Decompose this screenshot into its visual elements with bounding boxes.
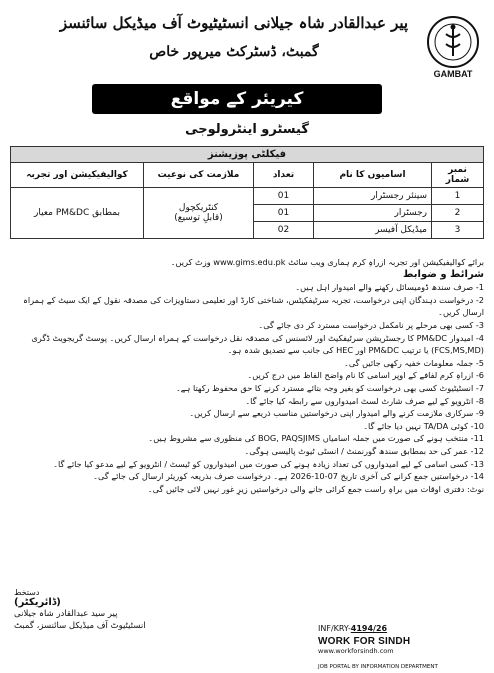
- term-item: 3- کسی بھی مرحلے پر نامکمل درخواست مسترد کر دی جائے گی۔: [258, 319, 484, 330]
- header-nature: ملازمت کی نوعیت: [144, 163, 254, 188]
- signature-block: [14, 588, 174, 632]
- job-nature-sub: (قابلِ توسیع): [174, 213, 223, 223]
- term-item: 1- صرف سندھ ڈومیسائل رکھنے والے امیدوار اہل ہیں۔: [295, 282, 484, 293]
- institution-name: پیر عبدالقادر شاہ جیلانی انسٹیٹیوٹ آف میڈیکل سائنسز: [59, 14, 409, 32]
- row-serial: 1: [432, 188, 484, 205]
- terms-title: شرائط و ضوابط: [403, 268, 484, 280]
- term-item: 14- درخواستیں جمع کرانے کی آخری تاریخ 07-10-2026 ہے۔ درخواست صرف بذریعہ کوریئر ارسال کی جائے گی۔: [93, 471, 484, 482]
- terms-section: [10, 256, 484, 495]
- qualification-cell: بمطابق PM&DC معیار: [11, 188, 144, 239]
- term-item: 10- کوئی TA/DA نہیں دیا جائے گا۔: [363, 420, 484, 431]
- header-count: تعداد: [254, 163, 314, 188]
- header: [10, 8, 484, 86]
- term-item: 7- انسٹیٹیوٹ کسی بھی درخواست کو بغیر وجہ بتائے مسترد کرنے کا حق محفوظ رکھتا ہے۔: [175, 382, 484, 393]
- term-item: 13- کسی اسامی کے لیے امیدواروں کی تعداد زیادہ ہونے کی صورت میں امیدواروں کو ٹیسٹ / انٹرویو کے لیے مدعو کیا جائے گا۔: [53, 458, 484, 469]
- row-count: 02: [254, 222, 314, 239]
- term-note: نوٹ: دفتری اوقات میں براہِ راست جمع کرائی جانے والی درخواستیں زیرِ غور نہیں لائی جائیں گی۔: [147, 483, 484, 494]
- term-item: 11- منتخب ہونے کی صورت میں جملہ اسامیاں BOG, PAQSJIMS کی منظوری سے مشروط ہیں۔: [148, 433, 484, 444]
- term-item: 9- سرکاری ملازمت کرنے والے امیدوار اپنی درخواستیں مناسب ذریعے سے ارسال کریں۔: [189, 408, 484, 419]
- term-item: 12- عمر کی حد بمطابق سندھ گورنمنٹ / انسٹی ٹیوٹ پالیسی ہوگی۔: [244, 445, 484, 456]
- table-row: [11, 188, 484, 205]
- signature-label: دستخط: [14, 588, 40, 597]
- website-note: برائے کوالیفیکیشن اور تجربہ ازراہِ کرم ہماری ویب سائٹ www.gims.edu.pk وزٹ کریں۔: [170, 257, 484, 267]
- careers-banner: کیریئر کے مواقع: [92, 84, 382, 114]
- term-item: 2- درخواست دہندگان اپنی درخواست، تجربہ سرٹیفکیٹس، شناختی کارڈ اور تعلیمی دستاویزات کی مصدقہ نقول کے ایک سیٹ کے ہمراہ ارسال کریں۔: [23, 294, 484, 318]
- term-item: 8- انٹرویو کے لیے صرف شارٹ لسٹ امیدواروں سے رابطہ کیا جائے گا۔: [245, 395, 484, 406]
- row-post-name: میڈیکل آفیسر: [314, 222, 432, 239]
- signatory-title: (ڈائریکٹر): [14, 597, 61, 608]
- table-section-label: فیکلٹی پوزیشنز: [11, 147, 484, 163]
- work-for-sindh-site: www.workforsindh.com: [318, 647, 394, 655]
- institution-location: گمبٹ، ڈسٹرکٹ میرپور خاص: [149, 44, 319, 60]
- row-post-name: رجسٹرار: [314, 205, 432, 222]
- header-post-name: اسامیوں کا نام: [314, 163, 432, 188]
- term-item: 4- امیدوار PM&DC کا رجسٹریشن سرٹیفکیٹ اور لائسنس کی مصدقہ نقل درخواست کے ہمراہ ارسال کریں۔ پوسٹ گریجویٹ ڈگری (FCS,MS,MD) یا ترتیب PM&DC اور HEC کی جانب سے تصدیق شدہ ہو۔: [31, 332, 484, 356]
- row-serial: 3: [432, 222, 484, 239]
- work-for-sindh-logo: [318, 636, 458, 655]
- header-serial: نمبر شمار: [432, 163, 484, 188]
- job-nature: [144, 188, 254, 239]
- reference-label: INF/KRY-: [318, 624, 351, 633]
- row-post-name: سینئر رجسٹرار: [314, 188, 432, 205]
- reference-value: 4194/26: [350, 624, 388, 633]
- row-serial: 2: [432, 205, 484, 222]
- signatory-line-1: پیر سید عبدالقادر شاہ جیلانی: [14, 609, 118, 619]
- term-item: 6- ازراہِ کرم لفافے کے اوپر اسامی کا نام واضح الفاظ میں درج کریں۔: [247, 370, 484, 381]
- logo-text: GAMBAT: [433, 69, 473, 79]
- row-count: 01: [254, 188, 314, 205]
- header-qualification: کوالیفیکیشن اور تجربہ: [11, 163, 144, 188]
- portal-tagline: JOB PORTAL BY INFORMATION DEPARTMENT: [318, 664, 438, 670]
- work-for-sindh-brand: WORK FOR SINDH: [318, 636, 411, 647]
- job-nature-label: کنٹریکچول: [178, 203, 219, 213]
- term-item: 5- جملہ معلومات خفیہ رکھی جائیں گی۔: [344, 357, 484, 368]
- positions-table: [10, 146, 484, 239]
- department-title: گیسٹرو اینٹرولوجی: [185, 122, 309, 137]
- row-count: 01: [254, 205, 314, 222]
- signatory-line-2: انسٹیٹیوٹ آف میڈیکل سائنسز، گمبٹ: [14, 621, 146, 631]
- reference-number: [318, 624, 387, 633]
- institute-logo-icon: [424, 14, 482, 80]
